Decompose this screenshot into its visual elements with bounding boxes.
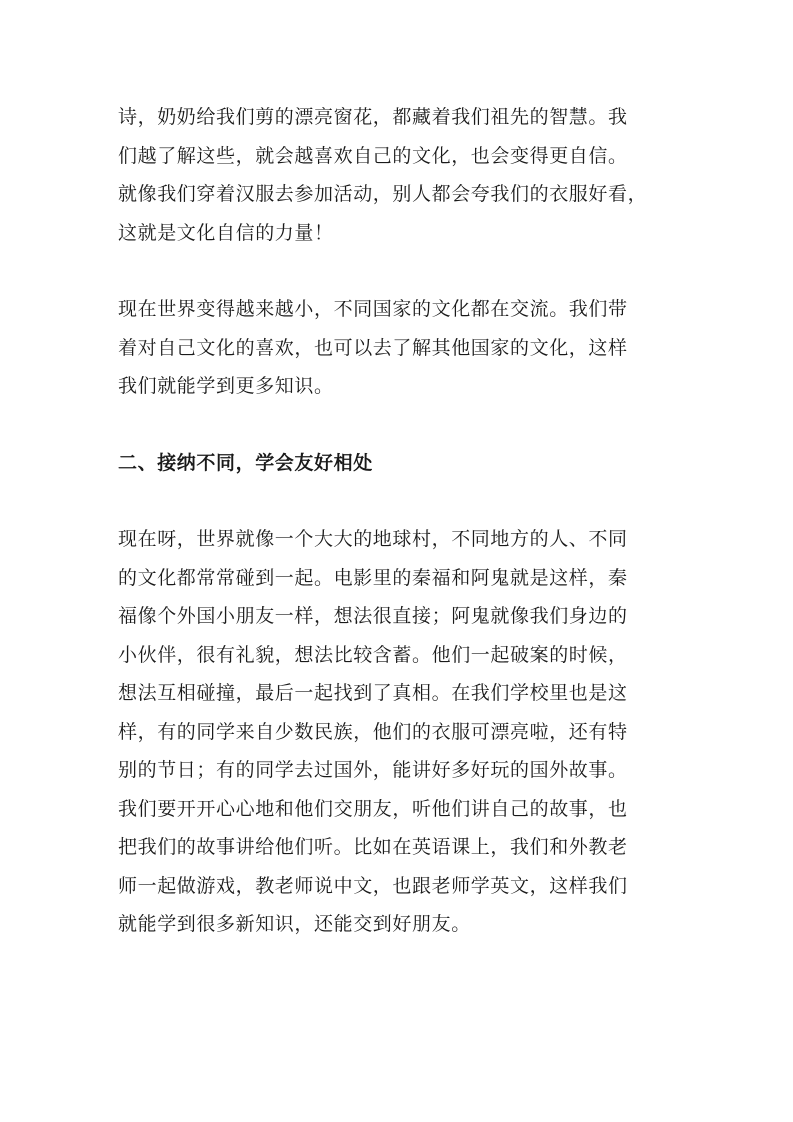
text-line: 福像个外国小朋友一样，想法很直接；阿鬼就像我们身边的 [118,605,628,627]
section-heading: 二、接纳不同，学会友好相处 [118,451,373,474]
paragraph-gap [118,482,678,520]
text-line: 别的节日；有的同学去过国外，能讲好多好玩的国外故事。 [118,759,628,781]
paragraph-cultural-confidence [118,98,678,252]
text-line: 师一起做游戏，教老师说中文，也跟老师学英文，这样我们 [118,874,628,897]
text-line: 我们要开开心心地和他们交朋友，听他们讲自己的故事，也 [118,797,628,820]
text-line: 现在呀，世界就像一个大大的地球村，不同地方的人、不同 [118,528,628,550]
text-line: 们越了解这些，就会越喜欢自己的文化，也会变得更自信。 [118,144,628,167]
paragraph-gap [118,252,678,290]
text-line: 就像我们穿着汉服去参加活动，别人都会夸我们的衣服好看， [118,183,648,205]
text-line: 着对自己文化的喜欢，也可以去了解其他国家的文化，这样 [118,336,628,359]
text-line: 就能学到很多新知识，还能交到好朋友。 [118,913,471,935]
text-line: 样，有的同学来自少数民族，他们的衣服可漂亮啦，还有特 [118,720,628,743]
text-line: 这就是文化自信的力量！ [118,221,334,244]
text-line: 小伙伴，很有礼貌，想法比较含蓄。他们一起破案的时候， [118,643,628,666]
text-line: 现在世界变得越来越小，不同国家的文化都在交流。我们带 [118,298,628,320]
text-line: 想法互相碰撞，最后一起找到了真相。在我们学校里也是这 [118,682,628,704]
text-line: 把我们的故事讲给他们听。比如在英语课上，我们和外教老 [118,836,628,858]
paragraph-world-exchange [118,290,678,406]
text-line: 我们就能学到更多知识。 [118,375,334,397]
text-line: 的文化都常常碰到一起。电影里的秦福和阿鬼就是这样，秦 [118,566,628,589]
document-body [118,98,678,944]
paragraph-accept-differences [118,520,678,944]
paragraph-gap [118,406,678,444]
text-line: 诗，奶奶给我们剪的漂亮窗花，都藏着我们祖先的智慧。我 [118,106,628,128]
